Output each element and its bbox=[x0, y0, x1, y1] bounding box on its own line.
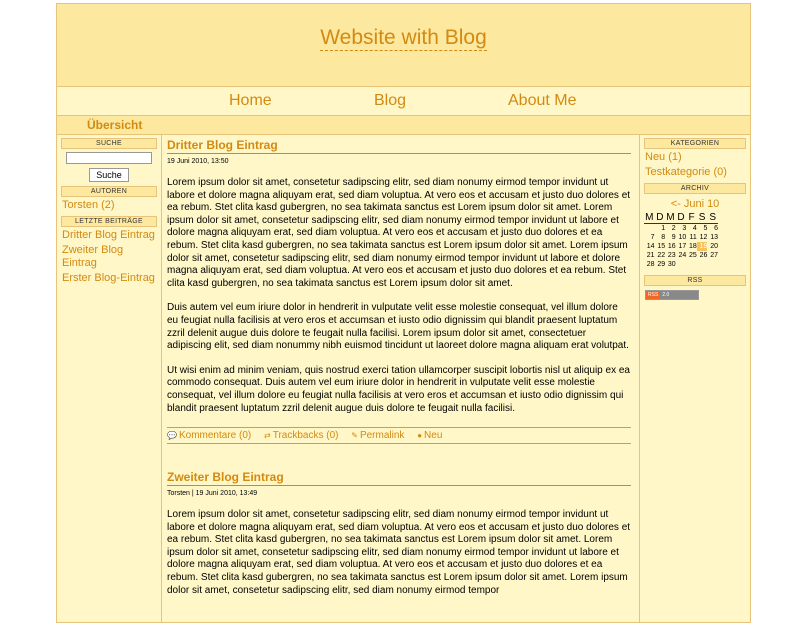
authors-heading: AUTOREN bbox=[61, 186, 157, 197]
archive-calendar bbox=[644, 212, 718, 269]
comments-label[interactable]: Kommentare (0) bbox=[178, 430, 252, 442]
comments-link[interactable] bbox=[167, 430, 251, 441]
calendar-day[interactable]: 15 bbox=[657, 243, 666, 250]
calendar-day[interactable]: 2 bbox=[671, 225, 676, 232]
post-footer bbox=[167, 427, 631, 444]
category-link-neu[interactable]: Neu (1) bbox=[645, 151, 682, 163]
calendar-day[interactable]: 12 bbox=[699, 234, 708, 241]
weekday-header: M bbox=[666, 212, 675, 223]
calendar-day[interactable]: 17 bbox=[678, 243, 687, 250]
calendar-day[interactable]: 29 bbox=[657, 261, 666, 268]
calendar-day[interactable]: 22 bbox=[657, 252, 666, 259]
weekday-header: D bbox=[656, 212, 664, 223]
recent-post-link[interactable]: Dritter Blog Eintrag bbox=[62, 229, 155, 241]
calendar-day[interactable]: 25 bbox=[689, 252, 697, 259]
calendar-week bbox=[644, 233, 718, 242]
nav-about-me[interactable]: About Me bbox=[508, 92, 577, 109]
calendar-day[interactable]: 3 bbox=[682, 225, 687, 232]
calendar-day[interactable]: 24 bbox=[678, 252, 687, 259]
left-sidebar bbox=[57, 134, 162, 622]
calendar-day[interactable]: 21 bbox=[646, 252, 655, 259]
calendar-day[interactable]: 6 bbox=[714, 225, 718, 232]
rss-badge[interactable] bbox=[645, 290, 699, 300]
calendar-day[interactable]: 7 bbox=[650, 234, 655, 241]
calendar-day[interactable]: 5 bbox=[703, 225, 708, 232]
categories-heading: KATEGORIEN bbox=[644, 138, 746, 149]
calendar-week bbox=[644, 242, 718, 251]
trackbacks-label[interactable]: Trackbacks (0) bbox=[272, 430, 339, 442]
weekday-header: D bbox=[677, 212, 685, 223]
rss-badge-label[interactable]: RSS bbox=[648, 292, 659, 298]
calendar-day[interactable]: 13 bbox=[710, 234, 718, 241]
rss-badge-version[interactable]: 2.0 bbox=[660, 291, 698, 299]
post-paragraph: Ut wisi enim ad minim veniam, quis nostrud exerci tation ullamcorper suscipit lobortis nisl ut aliquip ex ea commodo consequat. Duis autem vel eum iriure dolor in hendrerit in vulputate velit esse molestie consequat, vel illum dolore eu feugiat nulla facilisis at vero eros et accumsan et iusto odio dignissim qui blandit praesent luptatum zzril delenit augue duis dolore te feugait nulla facilisi. bbox=[167, 364, 630, 414]
calendar-day[interactable]: 4 bbox=[692, 225, 697, 232]
permalink-link[interactable] bbox=[351, 430, 404, 441]
main-content bbox=[167, 134, 637, 622]
rss-heading: RSS bbox=[644, 275, 746, 286]
weekday-header: S bbox=[709, 212, 717, 223]
calendar-day[interactable]: 27 bbox=[710, 252, 718, 259]
calendar-day[interactable]: 8 bbox=[661, 234, 666, 241]
calendar-day[interactable]: 9 bbox=[671, 234, 676, 241]
calendar-day bbox=[707, 260, 718, 269]
comment-icon: 💬 bbox=[167, 431, 177, 441]
overview-title: Übersicht bbox=[87, 118, 143, 132]
calendar-week bbox=[644, 224, 718, 234]
calendar-day[interactable]: 11 bbox=[689, 234, 697, 241]
recent-post-link[interactable]: Zweiter Blog Eintrag bbox=[62, 244, 124, 269]
calendar-week bbox=[644, 251, 718, 260]
calendar-week bbox=[644, 260, 718, 269]
content-columns bbox=[57, 134, 750, 622]
post-meta: Torsten | 19 Juni 2010, 13:49 bbox=[167, 490, 258, 498]
search-button[interactable]: Suche bbox=[89, 168, 129, 182]
post-meta: 19 Juni 2010, 13:50 bbox=[167, 158, 229, 165]
calendar-day[interactable]: 14 bbox=[646, 243, 655, 250]
calendar-day[interactable]: 10 bbox=[678, 234, 687, 241]
post-title[interactable]: Dritter Blog Eintrag bbox=[167, 138, 631, 154]
author-link-torsten[interactable]: Torsten (2) bbox=[62, 199, 115, 211]
site-title-text[interactable]: Website with Blog bbox=[320, 26, 487, 49]
category-label[interactable]: Neu bbox=[424, 430, 443, 442]
calendar-day[interactable]: 26 bbox=[699, 252, 708, 259]
calendar-day[interactable]: 18 bbox=[689, 243, 697, 250]
category-icon: ● bbox=[417, 431, 423, 441]
weekday-header: M bbox=[645, 212, 654, 223]
calendar-day bbox=[644, 224, 655, 234]
calendar-day bbox=[686, 260, 697, 269]
weekday-header: F bbox=[686, 212, 697, 224]
category-link-test[interactable]: Testkategorie (0) bbox=[645, 166, 727, 178]
nav-home[interactable]: Home bbox=[229, 92, 272, 109]
main-nav bbox=[57, 87, 750, 116]
calendar-day bbox=[676, 260, 687, 269]
calendar-day[interactable]: 23 bbox=[667, 252, 676, 259]
sub-bar bbox=[57, 116, 750, 135]
trackbacks-link[interactable] bbox=[264, 430, 338, 441]
calendar-day[interactable]: 30 bbox=[667, 261, 676, 268]
recent-post-link[interactable]: Erster Blog-Eintrag bbox=[62, 272, 155, 284]
category-link[interactable] bbox=[417, 430, 442, 441]
site-header bbox=[57, 4, 750, 87]
calendar-day[interactable]: 1 bbox=[661, 225, 666, 232]
post-paragraph: Lorem ipsum dolor sit amet, consetetur sadipscing elitr, sed diam nonumy eirmod tempor invidunt ut labore et dolore magna aliquyam erat, sed diam voluptua. At vero eos et accusam et justo duo dolores et ea rebum. Stet clita kasd gubergren, no sea takimata sanctus est Lorem ipsum dolor sit amet. Lorem ipsum dolor sit amet, consetetur sadipscing elitr, sed diam nonumy eirmod tempor invidunt ut labore et dolore magna aliquyam erat, sed diam voluptua. At vero eos et accusam et justo duo dolores et ea rebum. Stet clita kasd gubergren, no sea takimata sanctus est Lorem ipsum dolor sit amet. Lorem ipsum dolor sit amet, consetetur sadipscing elitr, sed diam nonumy eirmod tempor invidunt ut labore et dolore magna aliquyam erat, sed diam voluptua. At vero eos et accusam et justo duo dolores et ea rebum. Stet clita kasd gubergren, no sea takimata sanctus est Lorem ipsum dolor sit amet. bbox=[167, 177, 631, 289]
site-title[interactable] bbox=[57, 26, 750, 50]
archive-heading: ARCHIV bbox=[644, 183, 746, 194]
permalink-label[interactable]: Permalink bbox=[359, 430, 405, 442]
pencil-icon: ✎ bbox=[351, 431, 358, 441]
trackback-icon: ⇄ bbox=[264, 431, 271, 441]
search-input[interactable] bbox=[66, 152, 152, 164]
post-title[interactable]: Zweiter Blog Eintrag bbox=[167, 470, 631, 486]
calendar-day[interactable]: 19 bbox=[697, 242, 708, 251]
calendar-day[interactable]: 20 bbox=[710, 243, 718, 250]
search-heading: SUCHE bbox=[61, 138, 157, 149]
nav-blog[interactable]: Blog bbox=[374, 92, 407, 109]
blog-post bbox=[167, 138, 637, 444]
weekday-header: S bbox=[698, 212, 706, 223]
page-container bbox=[56, 3, 751, 623]
calendar-day[interactable]: 28 bbox=[646, 261, 655, 268]
right-sidebar bbox=[639, 134, 750, 622]
calendar-day[interactable]: 16 bbox=[667, 243, 676, 250]
calendar-nav[interactable]: <- Juni 10 bbox=[670, 198, 720, 210]
calendar-day bbox=[697, 260, 708, 269]
recent-posts-heading: LETZTE BEITRÄGE bbox=[61, 216, 157, 227]
post-paragraph: Duis autem vel eum iriure dolor in hendrerit in vulputate velit esse molestie consequat, vel illum dolore eu feugiat nulla facilisis at vero eros et accumsan et iusto odio dignissim qui blandit praesent luptatum zzril delenit augue duis dolore te feugait nulla facilisi. Lorem ipsum dolor sit amet, consectetuer adipiscing elit, sed diam nonummy nibh euismod tincidunt ut laoreet dolore magna aliquam erat volutpat. bbox=[167, 302, 629, 352]
post-paragraph: Lorem ipsum dolor sit amet, consetetur sadipscing elitr, sed diam nonumy eirmod tempor invidunt ut labore et dolore magna aliquyam erat, sed diam voluptua. At vero eos et accusam et justo duo dolores et ea rebum. Stet clita kasd gubergren, no sea takimata sanctus est Lorem ipsum dolor sit amet. Lorem ipsum dolor sit amet, consetetur sadipscing elitr, sed diam nonumy eirmod tempor invidunt ut labore et dolore magna aliquyam erat, sed diam voluptua. At vero eos et accusam et justo duo dolores et ea rebum. Stet clita kasd gubergren, no sea takimata sanctus est Lorem ipsum dolor sit amet. Lorem ipsum dolor sit amet, consetetur sadipscing elitr, sed diam nonumy eirmod tempor bbox=[167, 509, 631, 596]
blog-post bbox=[167, 470, 637, 597]
